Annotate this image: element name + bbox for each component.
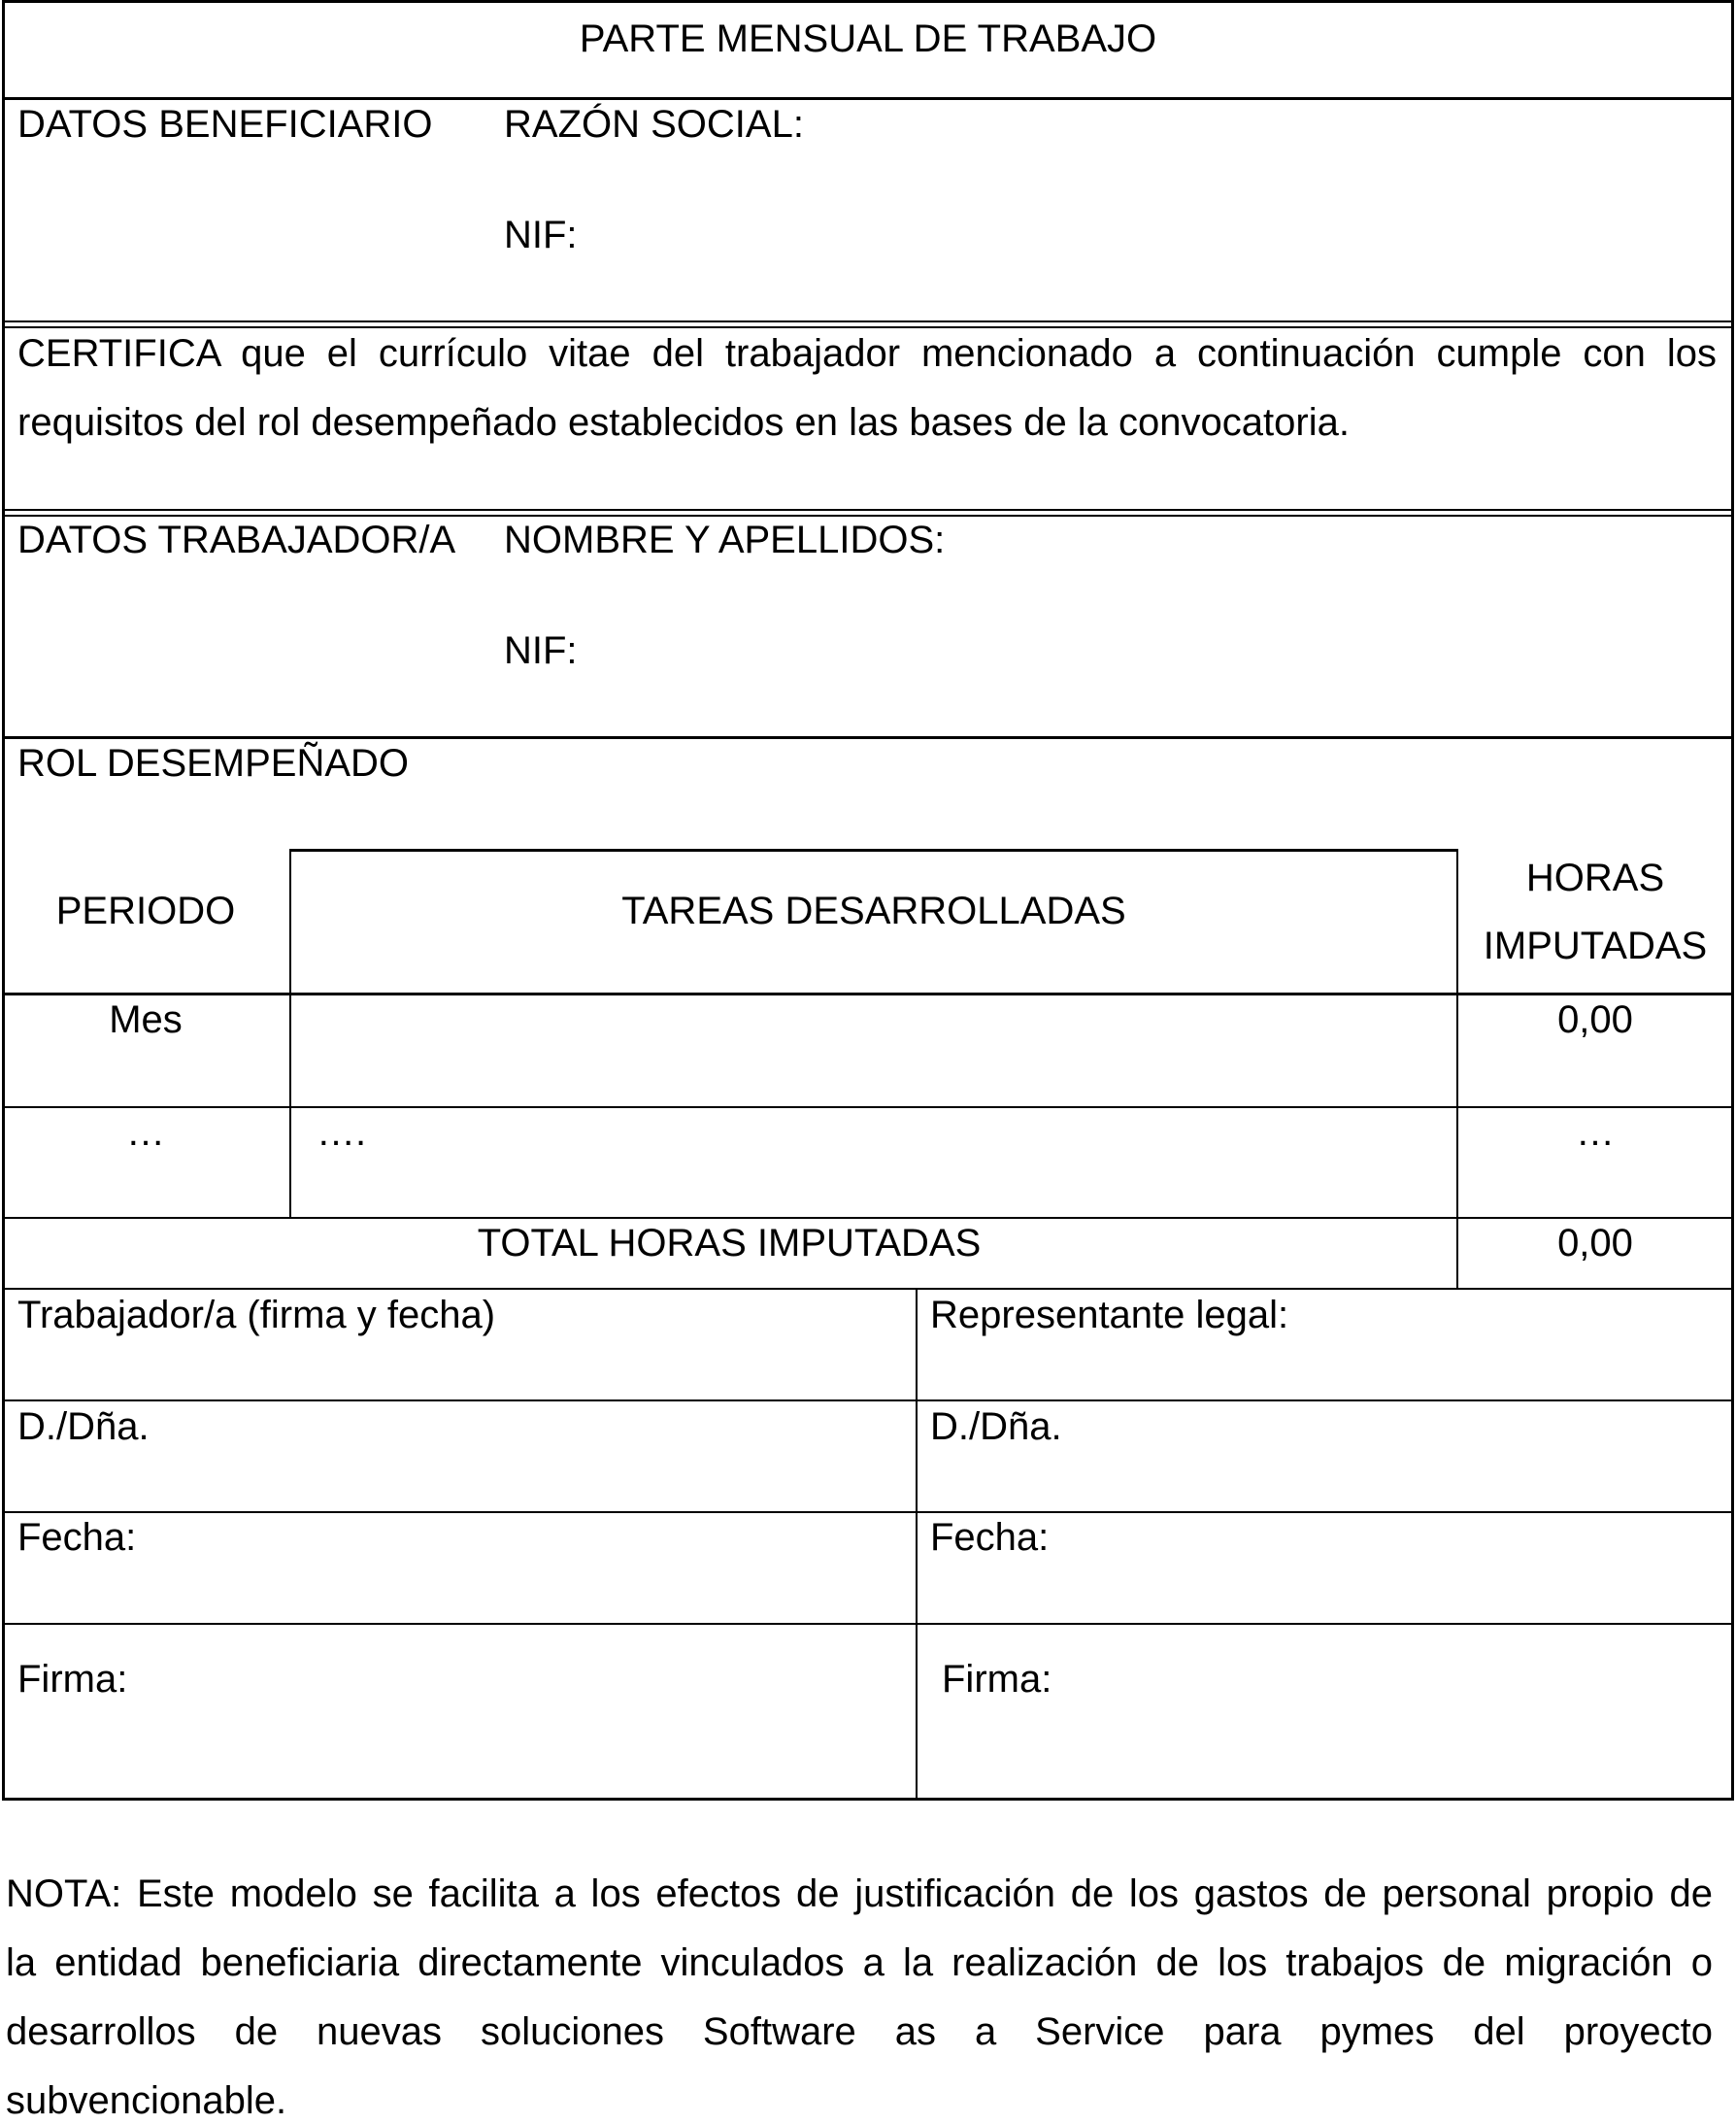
row-periodo: … bbox=[126, 1111, 165, 1154]
signature-right-header: Representante legal: bbox=[930, 1294, 1289, 1336]
note-line-2: la entidad beneficiaria directamente vinculados a la realización de los trabajos de migración o bbox=[6, 1941, 1713, 1984]
note-line-3: desarrollos de nuevas soluciones Software as a Service para pymes del proyecto bbox=[6, 2010, 1713, 2053]
header-tareas: TAREAS DESARROLLADAS bbox=[621, 890, 1126, 932]
trabajador-nif-label: NIF: bbox=[504, 629, 578, 672]
total-horas-label: TOTAL HORAS IMPUTADAS bbox=[477, 1222, 982, 1264]
signature-left-sign-label: Firma: bbox=[17, 1658, 128, 1701]
divider-sign-2 bbox=[2, 1511, 1734, 1513]
nombre-apellidos-label: NOMBRE Y APELLIDOS: bbox=[504, 519, 946, 561]
beneficiario-nif-label: NIF: bbox=[504, 214, 578, 256]
divider-sign-3 bbox=[2, 1623, 1734, 1625]
razon-social-label: RAZÓN SOCIAL: bbox=[504, 103, 804, 146]
divider-certifica-a bbox=[2, 509, 1734, 511]
col-divider-signatures bbox=[916, 1289, 918, 1800]
border-bottom bbox=[2, 1798, 1734, 1801]
header-horas-line-2: IMPUTADAS bbox=[1483, 925, 1708, 967]
divider-beneficiario-b bbox=[2, 326, 1734, 328]
rol-desempenado-label: ROL DESEMPEÑADO bbox=[17, 742, 410, 785]
header-periodo: PERIODO bbox=[55, 890, 236, 932]
row-horas: 0,00 bbox=[1557, 998, 1633, 1041]
signature-left-header: Trabajador/a (firma y fecha) bbox=[17, 1294, 496, 1336]
divider-table-header bbox=[2, 993, 1734, 995]
signature-right-date-label: Fecha: bbox=[930, 1516, 1050, 1559]
header-horas-line-1: HORAS bbox=[1525, 857, 1665, 899]
note-line-4: subvencionable. bbox=[6, 2079, 287, 2122]
note-line-1: NOTA: Este modelo se facilita a los efectos de justificación de los gastos de personal propio de bbox=[6, 1872, 1713, 1915]
row-tareas: …. bbox=[317, 1111, 367, 1154]
signature-right-name-label: D./Dña. bbox=[930, 1405, 1062, 1448]
beneficiario-section-label: DATOS BENEFICIARIO bbox=[17, 103, 433, 146]
divider-trabajador bbox=[2, 736, 1734, 739]
border-top bbox=[2, 0, 1734, 3]
divider-total bbox=[2, 1288, 1734, 1290]
row-horas: … bbox=[1576, 1111, 1615, 1154]
signature-left-name-label: D./Dña. bbox=[17, 1405, 150, 1448]
certifica-line-2: requisitos del rol desempeñado establecidos en las bases de la convocatoria. bbox=[17, 401, 1350, 444]
divider-title bbox=[2, 97, 1734, 100]
divider-sign-1 bbox=[2, 1399, 1734, 1401]
trabajador-section-label: DATOS TRABAJADOR/A bbox=[17, 519, 456, 561]
divider-row-1 bbox=[2, 1106, 1734, 1108]
form-title: PARTE MENSUAL DE TRABAJO bbox=[579, 17, 1157, 60]
divider-row-2 bbox=[2, 1217, 1734, 1219]
signature-right-sign-label: Firma: bbox=[942, 1658, 1052, 1701]
signature-left-date-label: Fecha: bbox=[17, 1516, 137, 1559]
certifica-line-1: CERTIFICA que el currículo vitae del trabajador mencionado a continuación cumple con los bbox=[17, 332, 1717, 375]
total-horas-value: 0,00 bbox=[1557, 1222, 1633, 1264]
divider-tareas-top bbox=[289, 849, 1456, 852]
divider-beneficiario-a bbox=[2, 320, 1734, 322]
row-periodo: Mes bbox=[109, 998, 183, 1041]
